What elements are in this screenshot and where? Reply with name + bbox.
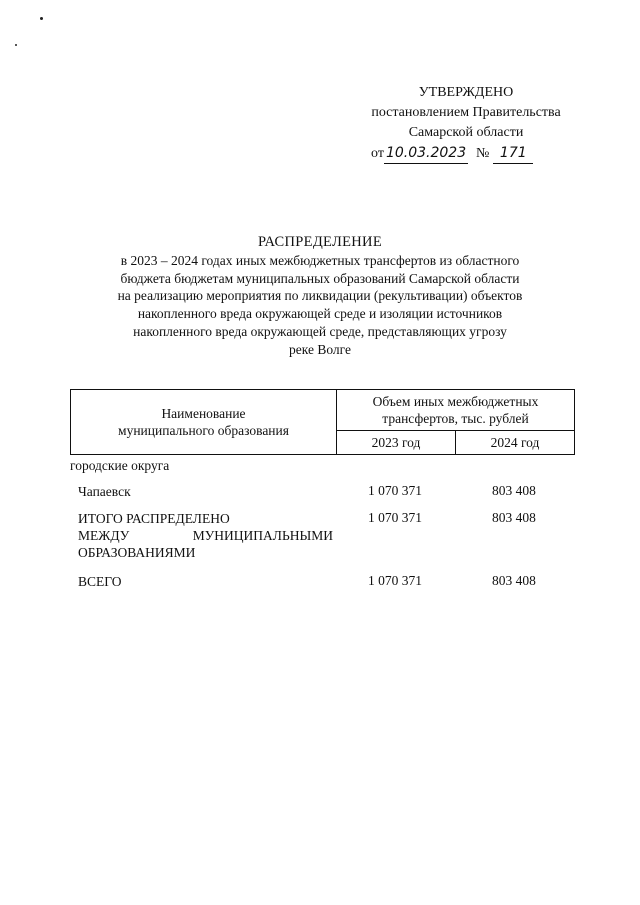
total-distributed-2024: 803 408: [492, 510, 536, 525]
subtitle-line: в 2023 – 2024 годах иных межбюджетных трансфертов из областного: [120, 253, 520, 268]
value-2024: 803 408: [492, 483, 536, 498]
approval-region-line: Самарской области: [408, 125, 524, 140]
header-year-2023: 2023 год: [337, 431, 456, 455]
date-prefix: от: [371, 146, 384, 161]
table-header: [70, 389, 575, 455]
header-municipality: [71, 390, 337, 455]
handwritten-number: 171: [493, 143, 533, 164]
total-distributed-line: ОБРАЗОВАНИЯМИ: [78, 545, 196, 560]
header-volume-line: Объем иных межбюджетных: [372, 394, 539, 409]
approved-label: УТВЕРЖДЕНО: [418, 85, 514, 100]
total-distributed-line: ИТОГО РАСПРЕДЕЛЕНО: [78, 511, 230, 526]
scan-mark: [15, 44, 17, 46]
subtitle-line: реке Волге: [289, 341, 351, 357]
header-year-2024: 2024 год: [456, 431, 575, 455]
document-title: РАСПРЕДЕЛЕНИЕ: [258, 234, 382, 250]
header-municipality-line: муниципального образования: [118, 423, 289, 438]
municipality-name: Чапаевск: [78, 484, 131, 499]
number-sign: №: [475, 146, 490, 161]
distribution-table: [70, 389, 574, 589]
approval-date-line: [356, 143, 576, 164]
subtitle-line: накопленного вреда окружающей среде, представляющих угрозу: [133, 323, 507, 339]
subtitle-line: бюджета бюджетам муниципальных образований Самарской области: [120, 270, 520, 286]
document-heading: [60, 232, 580, 358]
approval-decree-line: постановлением Правительства: [371, 105, 561, 120]
document-subtitle: [60, 252, 580, 358]
section-label: городские округа: [70, 458, 170, 473]
total-distributed-2023: 1 070 371: [368, 510, 422, 525]
handwritten-date: 10.03.2023: [384, 143, 468, 164]
scan-mark: [40, 17, 43, 20]
grand-total-2024: 803 408: [492, 573, 536, 588]
grand-total-label: ВСЕГО: [78, 574, 122, 589]
header-volume: [337, 390, 575, 431]
total-distributed-label: [78, 510, 333, 561]
header-volume-line: трансфертов, тыс. рублей: [382, 411, 529, 426]
grand-total-2023: 1 070 371: [368, 573, 422, 588]
total-distributed-word: МУНИЦИПАЛЬНЫМИ: [192, 528, 333, 543]
subtitle-line: на реализацию мероприятия по ликвидации (рекультивации) объектов: [117, 288, 523, 304]
approval-block: [356, 83, 576, 164]
subtitle-line: накопленного вреда окружающей среде и изоляции источников: [137, 306, 503, 322]
total-distributed-line: [78, 527, 333, 544]
value-2023: 1 070 371: [368, 483, 422, 498]
header-municipality-line: Наименование: [161, 406, 246, 421]
total-distributed-word: МЕЖДУ: [78, 528, 130, 543]
